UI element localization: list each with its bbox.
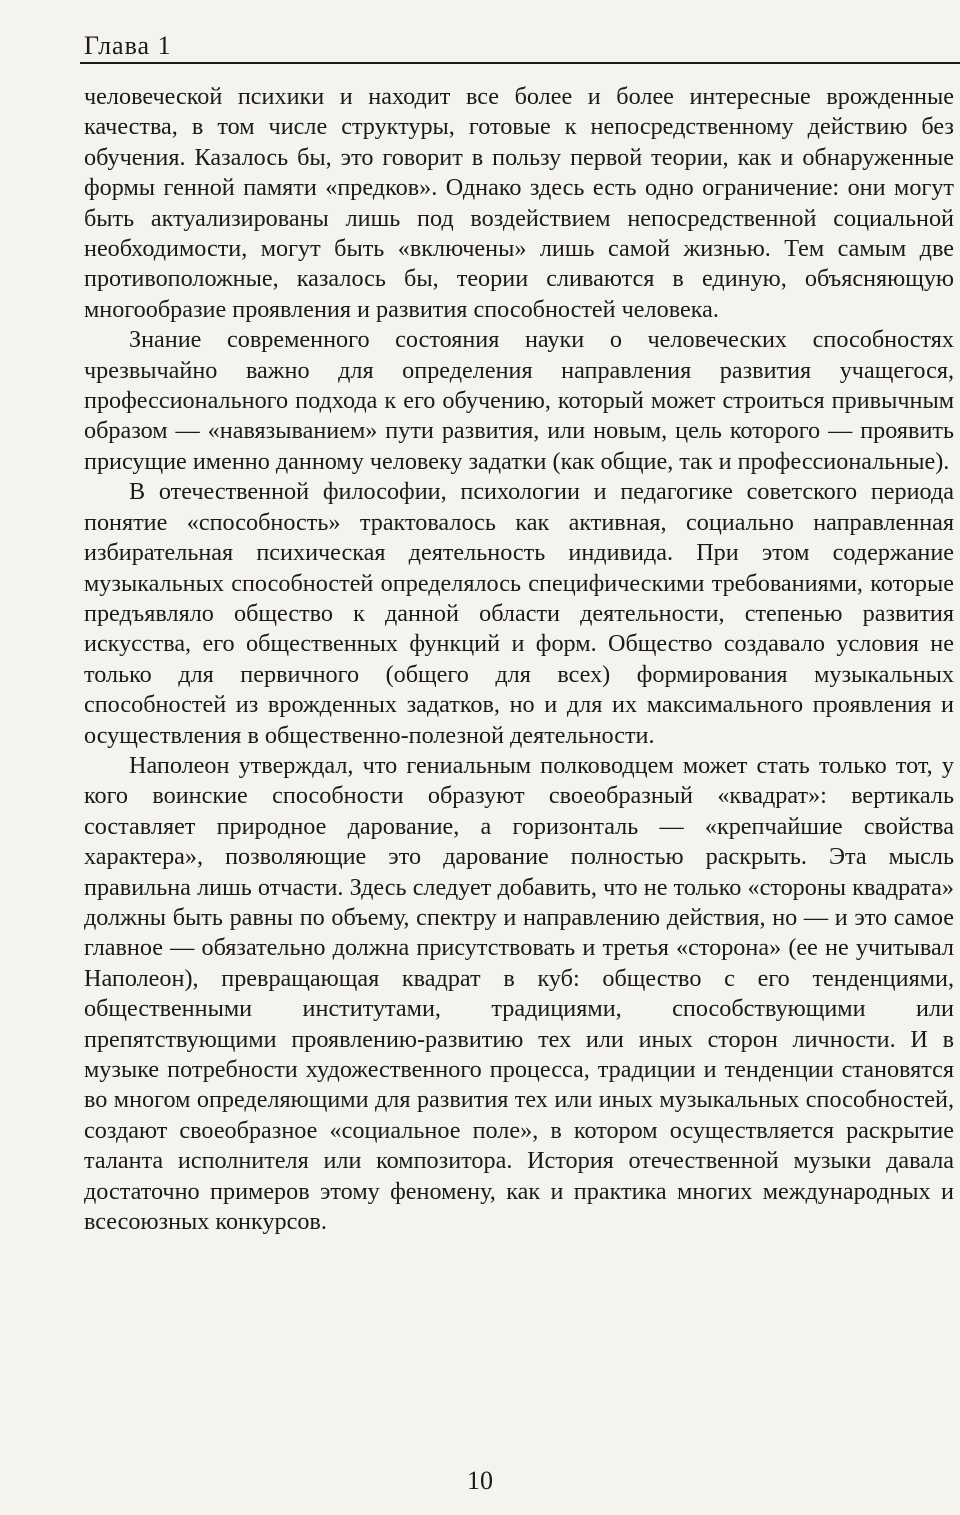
header-rule — [80, 62, 960, 64]
paragraph-4: Наполеон утверждал, что гениальным полководцем может стать только тот, у кого воинские способности образуют своеобразный «квадрат»: вертикаль составляет природное дарование, а горизонталь — «крепчайшие свойства характера», позволяющие это дарование полностью раскрыть. Эта мысль правильна лишь отчасти. Здесь следует добавить, что не только «стороны квадрата» должны быть равны по объему, спектру и направлению действия, но — и это самое главное — обязательно должна присутствовать и третья «сторона» (ее не учитывал Наполеон), превращающая квадрат в куб: общество с его тенденциями, общественными институтами, традициями, способствующими или препятствующими проявлению-развитию тех или иных сторон личности. И в музыке потребности художественного процесса, традиции и тенденции становятся во многом определяющими для развития тех или иных музыкальных способностей, создают своеобразное «социальное поле», в котором осуществляется раскрытие таланта исполнителя или композитора. История отечественной музыки давала достаточно примеров этому феномену, как и практика многих международных и всесоюзных конкурсов. — [84, 751, 954, 1236]
paragraph-1: человеческой психики и находит все более и более интересные врожденные качества, в том числе структуры, готовые к непосредственному действию без обучения. Казалось бы, это говорит в пользу первой теории, как и обнаруженные формы генной памяти «предков». Однако здесь есть одно ограничение: они могут быть актуализированы лишь под воздействием непосредственной социальной необходимости, могут быть «включены» лишь самой жизнью. Тем самым две противоположные, казалось бы, теории сливаются в единую, объясняющую многообразие проявления и развития способностей человека. — [84, 83, 954, 323]
body-text — [84, 82, 954, 1237]
running-head: Глава 1 — [84, 31, 172, 60]
paragraph-2: Знание современного состояния науки о человеческих способностях чрезвычайно важно для определения направления развития учащегося, профессионального подхода к его обучению, который может строиться привычным образом — «навязыванием» пути развития, или новым, цель которого — проявить присущие именно данному человеку задатки (как общие, так и профессиональные). — [84, 326, 954, 475]
paragraph-3: В отечественной философии, психологии и педагогике советского периода понятие «способность» трактовалось как активная, социально направленная избирательная психическая деятельность индивида. При этом содержание музыкальных способностей определялось специфическими требованиями, которые предъявляло общество к данной области деятельности, степенью развития искусства, его общественных функций и форм. Общество создавало условия не только для первичного (общего для всех) формирования музыкальных способностей из врожденных задатков, но и для их максимального проявления и осуществления в общественно-полезной деятельности. — [84, 478, 954, 749]
page-number: 10 — [467, 1466, 493, 1495]
